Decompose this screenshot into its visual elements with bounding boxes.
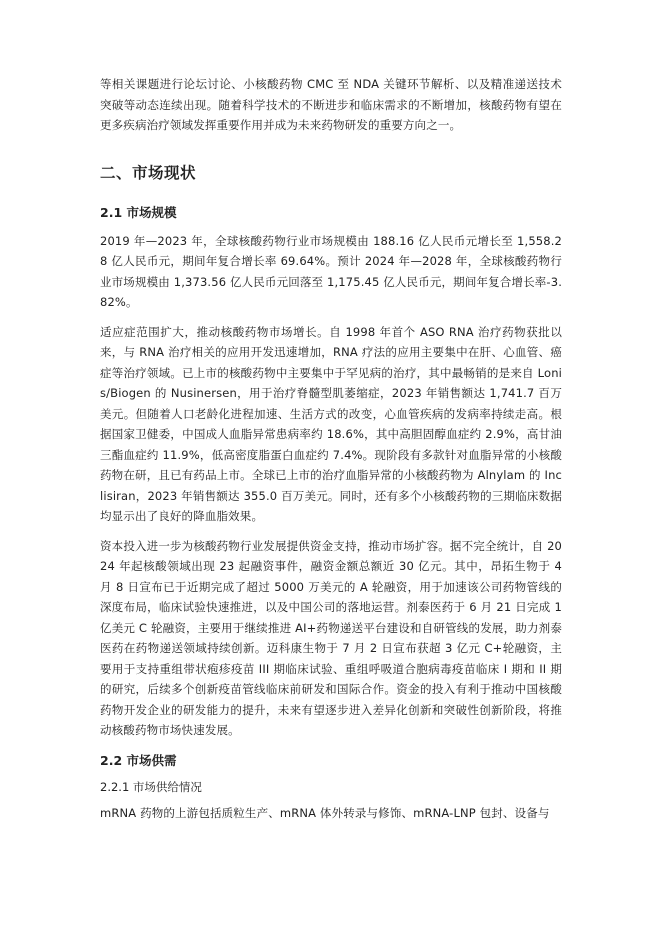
market-size-paragraph-3: 资本投入进一步为核酸药物行业发展提供资金支持，推动市场扩容。据不完全统计，自 2024 年起核酸领域出现 23 起融资事件，融资金额总额近 30 亿元。其中，昂拓生物于 4 月 8 日宣布已于近期完成了超过 5000 万美元的 A 轮融资，用于加速该公司药物管线的深度布局，临床试验快速推进，以及中国公司的落地运营。剂泰医药于 6 月 21 日完成 1 亿美元 C 轮融资，主要用于继续推进 AI+药物递送平台建设和自研管线的发展，助力剂泰医药在药物递送领域持续创新。迈科康生物于 7 月 2 日宣布获超 3 亿元 C+轮融资，主要用于支持重组带状疱疹疫苗 III 期临床试验、重组呼吸道合胞病毒疫苗临床 I 期和 II 期的研究，后续多个创新疫苗管线临床前研发和国际合作。资金的投入有利于推动中国核酸药物开发企业的研发能力的提升，未来有望逐步进入差异化创新和突破性创新阶段，将推动核酸药物市场快速发展。 [100,538,562,737]
market-size-paragraph-1: 2019 年—2023 年，全球核酸药物行业市场规模由 188.16 亿人民币元增长至 1,558.28 亿人民币元，期间年复合增长率 69.64%。预计 2024 年—2028 年，全球核酸药物行业市场规模由 1,373.56 亿人民币元回落至 1,175.45 亿人民币元，期间年复合增长率-3.82%。 [100,233,562,309]
supply-paragraph-1: mRNA 药物的上游包括质粒生产、mRNA 体外转录与修饰、mRNA-LNP 包封、设备与 [100,805,550,820]
subsection-heading-supply-demand: 2.2 市场供需 [100,752,177,768]
section-heading-market-status: 二、市场现状 [100,163,197,182]
document-body [100,74,562,823]
subsection-heading-market-size: 2.1 市场规模 [100,204,177,220]
intro-paragraph: 等相关课题进行论坛讨论、小核酸药物 CMC 至 NDA 关键环节解析、以及精准递送技术突破等动态连续出现。随着科学技术的不断进步和临床需求的不断增加，核酸药物有望在更多疾病治疗领域发挥重要作用并成为未来药物研发的重要方向之一。 [100,77,562,132]
subsubsection-heading-supply: 2.2.1 市场供给情况 [100,779,202,794]
market-size-paragraph-2: 适应症范围扩大，推动核酸药物市场增长。自 1998 年首个 ASO RNA 治疗药物获批以来，与 RNA 治疗相关的应用开发迅速增加，RNA 疗法的应用主要集中在肝、心血管、癌症等治疗领域。已上市的核酸药物中主要集中于罕见病的治疗，其中最畅销的是来自 Lonis/Biogen 的 Nusinersen，用于治疗脊髓型肌萎缩症，2023 年销售额达 1,741.7 百万美元。但随着人口老龄化进程加速、生活方式的改变，心血管疾病的发病率持续走高。根据国家卫健委，中国成人血脂异常患病率约 18.6%，其中高胆固醇血症约 2.9%，高甘油三酯血症约 11.9%，低高密度脂蛋白血症约 7.4%。现阶段有多款针对血脂异常的小核酸药物在研，且已有药品上市。全球已上市的治疗血脂异常的小核酸药物为 Alnylam 的 Inclisiran，2023 年销售额达 355.0 百万美元。同时，还有多个小核酸药物的三期临床数据均显示出了良好的降血脂效果。 [100,324,562,523]
